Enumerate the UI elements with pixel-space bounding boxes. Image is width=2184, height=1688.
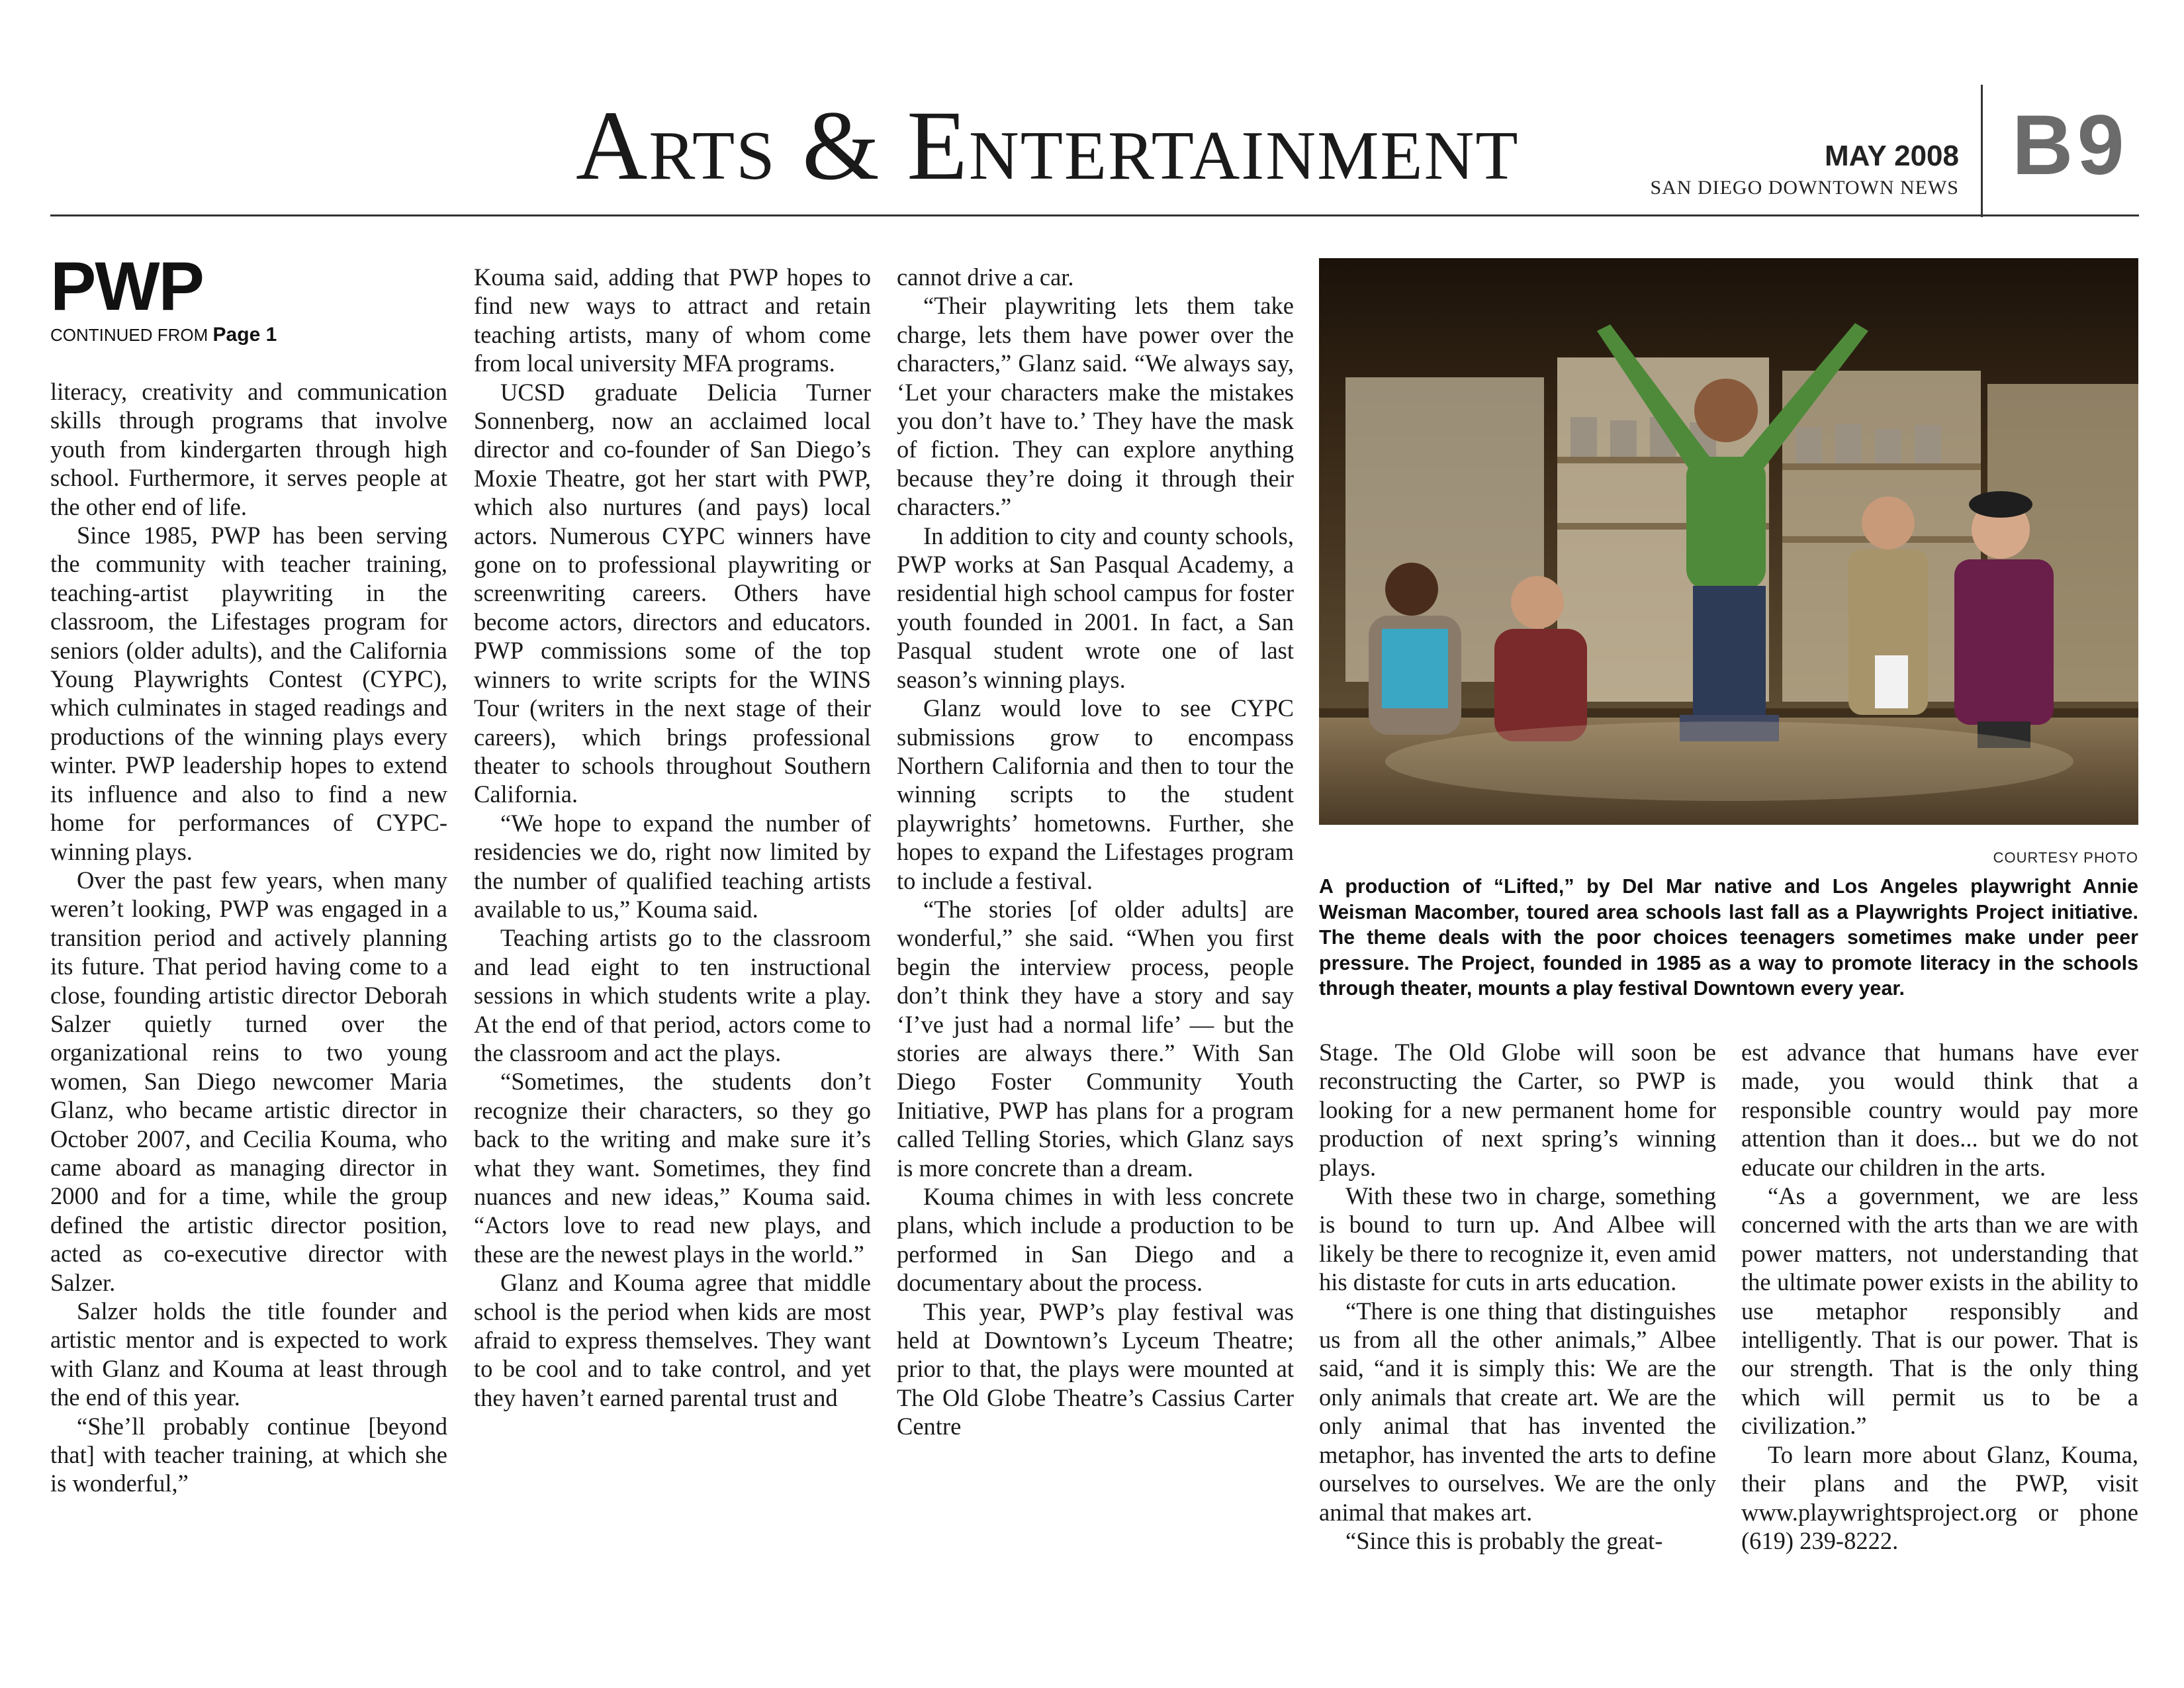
paragraph: Glanz would love to see CYPC submissions grow to encompass Northern California and then to tour the winning scripts to the student playwrights’ hometowns. Further, she hopes to expand the Lifestages program to include a festival. (897, 694, 1294, 894)
article-column-5 (1741, 1038, 2138, 1634)
paragraph: With these two in charge, something is bound to turn up. And Albee will likely be there to recognize it, even amid his distaste for cuts in arts education. (1319, 1182, 1716, 1296)
story-slug: PWP (50, 248, 203, 325)
paragraph: UCSD graduate Delicia Turner Sonnenberg, now an acclaimed local director and co-founder of San Diego’s Moxie Theatre, got her start with PWP, which also nurtures (and pays) local actors. Numerous CYPC winners have gone on to professional playwriting or screenwriting careers. Others have become actors, directors and educators. PWP commissions some of the top winners to write scripts for the WINS Tour (writers in the next stage of their careers), which brings professional theater to schools throughout Southern California. (474, 378, 871, 808)
paragraph: Stage. The Old Globe will soon be reconstructing the Carter, so PWP is looking for a new permanent home for production of next spring’s winning plays. (1319, 1039, 1716, 1181)
paragraph: “Sometimes, the students don’t recognize their characters, so they go back to the writing and make sure it’s what they want. Sometimes, they find nuances and new ideas,” Kouma said. “Actors love to read new plays, and these are the newest plays in the world.” (474, 1068, 871, 1268)
paragraph: “As a government, we are less concerned with the arts than we are with power matters, not understanding that the ultimate power exists in the ability to use metaphor responsibly and intelligently. That is our power. That is our strength. That is the only thing which will permit us to be a civilization.” (1741, 1182, 2138, 1440)
paragraph: “Since this is probably the great- (1345, 1526, 1663, 1554)
paragraph: cannot drive a car. (897, 263, 1074, 291)
paragraph: “Their playwriting lets them take charge, lets them have power over the characters,” Glanz said. “We always say, ‘Let your characters make the mistakes you don’t have to.’ They have the mask of fiction. They can explore anything because they’re doing it through their characters.” (897, 292, 1294, 521)
paragraph: To learn more about Glanz, Kouma, their plans and the PWP, visit www.playwrightsproject.org or phone (619) 239-8222. (1741, 1440, 2138, 1554)
article-column-1 (50, 377, 447, 1635)
newspaper-name: SAN DIEGO DOWNTOWN NEWS (1650, 177, 1959, 199)
paragraph: In addition to city and county schools, PWP works at San Pasqual Academy, a residential high school campus for foster youth founded in 2001. In fact, a San Pasqual student wrote one of last season’s winning plays. (897, 522, 1294, 693)
paragraph: est advance that humans have ever made, you would think that a responsible country would pay more attention than it does... but we do not educate our children in the arts. (1741, 1039, 2138, 1181)
photo-caption: A production of “Lifted,” by Del Mar native and Los Angeles playwright Annie Weisman Macomber, toured area schools last fall as a Playwrights Project initiative. The theme deals with the poor choices teenagers sometimes make under peer pressure. The Project, founded in 1985 as a way to promote literacy in the schools through theater, mounts a play festival Downtown every year. (1319, 875, 2138, 1000)
page-number: B9 (2012, 98, 2128, 193)
masthead-divider (1981, 85, 1983, 217)
paragraph: Glanz and Kouma agree that middle school is the period when kids are most afraid to express themselves. They want to be cool and to take control, and yet they haven’t earned parental trust and (474, 1269, 871, 1411)
paragraph: Kouma chimes in with less concrete plans, which include a production to be performed in San Diego and a documentary about the process. (897, 1183, 1294, 1297)
paragraph: “There is one thing that distinguishes us from all the other animals,” Albee said, “and it is simply this: We are the only animals that create art. We are the only animal that has invented the metaphor, has invented the arts to define ourselves to ourselves. We are the only animal that makes art. (1319, 1297, 1716, 1526)
article-column-3 (897, 263, 1294, 1640)
photo-credit: COURTESY PHOTO (1993, 849, 2138, 866)
paragraph: Salzer holds the title founder and artistic mentor and is expected to work with Glanz and Kouma at least through the end of this year. (50, 1297, 447, 1411)
section-title: Arts & Entertainment (576, 91, 1520, 201)
paragraph: “She’ll probably continue [beyond that] with teacher training, at which she is wonderful,” (50, 1412, 447, 1497)
header-rule (50, 214, 2139, 216)
jump-prefix: CONTINUED FROM (50, 325, 213, 345)
paragraph: “We hope to expand the number of residencies we do, right now limited by the number of qualified teaching artists available to us,” Kouma said. (474, 809, 871, 923)
article-column-4 (1319, 1038, 1716, 1634)
paragraph: Teaching artists go to the classroom and lead eight to ten instructional sessions in which students write a play. At the end of that period, actors come to the classroom and act the plays. (474, 924, 871, 1066)
paragraph: “The stories [of older adults] are wonderful,” she said. “When you first begin the interview process, people don’t think they have a story and say ‘I’ve just had a normal life’ — but the stories are always there.” With San Diego Foster Community Youth Initiative, PWP has plans for a program called Telling Stories, which Glanz says is more concrete than a dream. (897, 895, 1294, 1182)
paragraph: Since 1985, PWP has been serving the community with teacher training, teaching-artist playwriting in the classroom, the Lifestages program for seniors (older adults), and the California Young Playwrights Contest (CYPC), which culminates in staged readings and productions of the winning plays every winter. PWP leadership hopes to extend its influence and also to find a new home for performances of CYPC-winning plays. (50, 522, 447, 865)
jump-page: Page 1 (212, 324, 277, 346)
photo-illustration (1319, 258, 2138, 825)
issue-date: MAY 2008 (1824, 140, 1959, 172)
paragraph: literacy, creativity and communication skills through programs that involve youth from kindergarten through high school. Furthermore, it serves people at the other end of life. (50, 378, 447, 520)
stage-production-photo (1319, 258, 2138, 825)
paragraph: Over the past few years, when many weren’t looking, PWP was engaged in a transition period and actively planning its future. That period having come to a close, founding artistic director Deborah Salzer quietly turned over the organizational reins to two young women, San Diego newcomer Maria Glanz, who became artistic director in October 2007, and Cecilia Kouma, who came aboard as managing director in 2000 and for a time, while the group defined the artistic director position, acted as co-executive director with Salzer. (50, 866, 447, 1296)
paragraph: Kouma said, adding that PWP hopes to find new ways to attract and retain teaching artists, many of whom come from local university MFA programs. (474, 263, 871, 377)
jump-line (50, 324, 277, 346)
paragraph: This year, PWP’s play festival was held at Downtown’s Lyceum Theatre; prior to that, the plays were mounted at The Old Globe Theatre’s Cassius Carter Centre (897, 1297, 1294, 1440)
article-column-2 (474, 263, 871, 1640)
